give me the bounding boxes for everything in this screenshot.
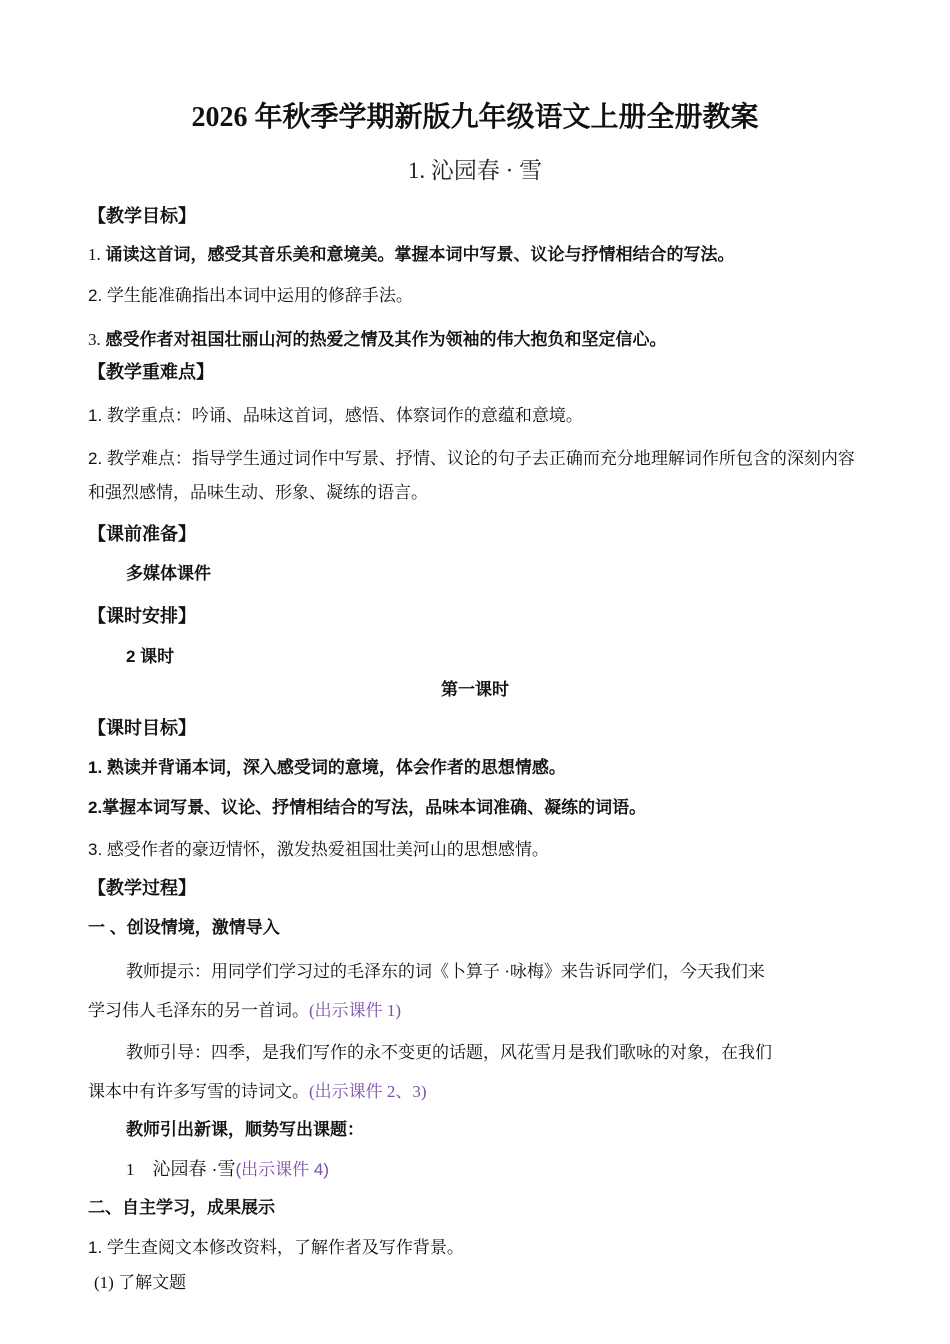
section-heading-key-points: 【教学重难点】: [88, 362, 214, 382]
goal-1-number: 1.: [88, 245, 101, 264]
step-2-item-1: 1. 学生查阅文本修改资料，了解作者及写作背景。: [88, 1238, 464, 1257]
lesson-title-line: [88, 1157, 862, 1182]
key-point-1: 1. 教学重点：吟诵、品味这首词，感悟、体察词作的意蕴和意境。: [88, 406, 583, 425]
process-step-2-heading: 二、自主学习，成果展示: [88, 1198, 275, 1217]
lesson-title: 1. 沁园春 · 雪: [407, 158, 543, 183]
paragraph-teacher-guide-line-2: [88, 1080, 862, 1104]
section-heading-schedule: 【课时安排】: [88, 606, 196, 626]
goal-1-text: 诵读这首词，感受其音乐美和意境美。掌握本词中写景、议论与抒情相结合的写法。: [100, 245, 735, 264]
courseware-reference-2-3: (出示课件 2、3): [309, 1082, 427, 1101]
courseware-reference-1: (出示课件 1): [309, 1001, 402, 1020]
period-heading: 第一课时: [441, 680, 509, 699]
lesson-name: 沁园春 ·雪: [152, 1159, 236, 1179]
goal-1: [88, 243, 862, 267]
paragraph-teacher-hint-line-1: 教师提示：用同学们学习过的毛泽东的词《卜算子 ·咏梅》来告诉同学们，今天我们来: [126, 962, 765, 981]
period-goal-2: 2.掌握本词写景、议论、抒情相结合的写法，品味本词准确、凝练的词语。: [88, 798, 647, 817]
paragraph-teacher-hint-line-2: [88, 999, 862, 1023]
courseware-reference-4: (出示课件 4): [235, 1160, 329, 1179]
teacher-guide-text: 课本中有许多写雪的诗词文。: [88, 1082, 309, 1101]
schedule-text: 2 课时: [126, 647, 175, 666]
document-title: 2026 年秋季学期新版九年级语文上册全册教案: [191, 102, 759, 133]
goal-3-text: 感受作者对祖国壮丽山河的热爱之情及其作为领袖的伟大抱负和坚定信心。: [100, 330, 667, 349]
paragraph-introduce-lesson: 教师引出新课，顺势写出课题：: [126, 1120, 364, 1139]
section-heading-period-goals: 【课时目标】: [88, 718, 196, 738]
key-point-2: 2. 教学难点：指导学生通过词作中写景、抒情、议论的句子去正确而充分地理解词作所包含的深刻内容和强烈感情，品味生动、形象、凝练的语言。: [88, 449, 855, 502]
teacher-hint-text: 学习伟人毛泽东的另一首词。: [88, 1001, 309, 1020]
goal-3-number: 3.: [88, 330, 101, 349]
section-heading-goals: 【教学目标】: [88, 206, 196, 226]
goal-2: 2. 学生能准确指出本词中运用的修辞手法。: [88, 286, 413, 305]
period-goal-3: 3. 感受作者的豪迈情怀，激发热爱祖国壮美河山的思想感情。: [88, 840, 549, 859]
lesson-number: 1: [126, 1160, 135, 1179]
step-2-subitem-1: (1) 了解文题: [94, 1273, 187, 1292]
section-heading-preparation: 【课前准备】: [88, 524, 196, 544]
preparation-text: 多媒体课件: [126, 564, 211, 583]
process-step-1-heading: 一 、创设情境，激情导入: [88, 918, 280, 937]
section-heading-process: 【教学过程】: [88, 878, 196, 898]
paragraph-teacher-guide-line-1: 教师引导：四季，是我们写作的永不变更的话题，风花雪月是我们歌咏的对象，在我们: [126, 1043, 772, 1062]
period-goal-1: 1. 熟读并背诵本词，深入感受词的意境，体会作者的思想情感。: [88, 758, 566, 777]
goal-3: [88, 328, 862, 352]
